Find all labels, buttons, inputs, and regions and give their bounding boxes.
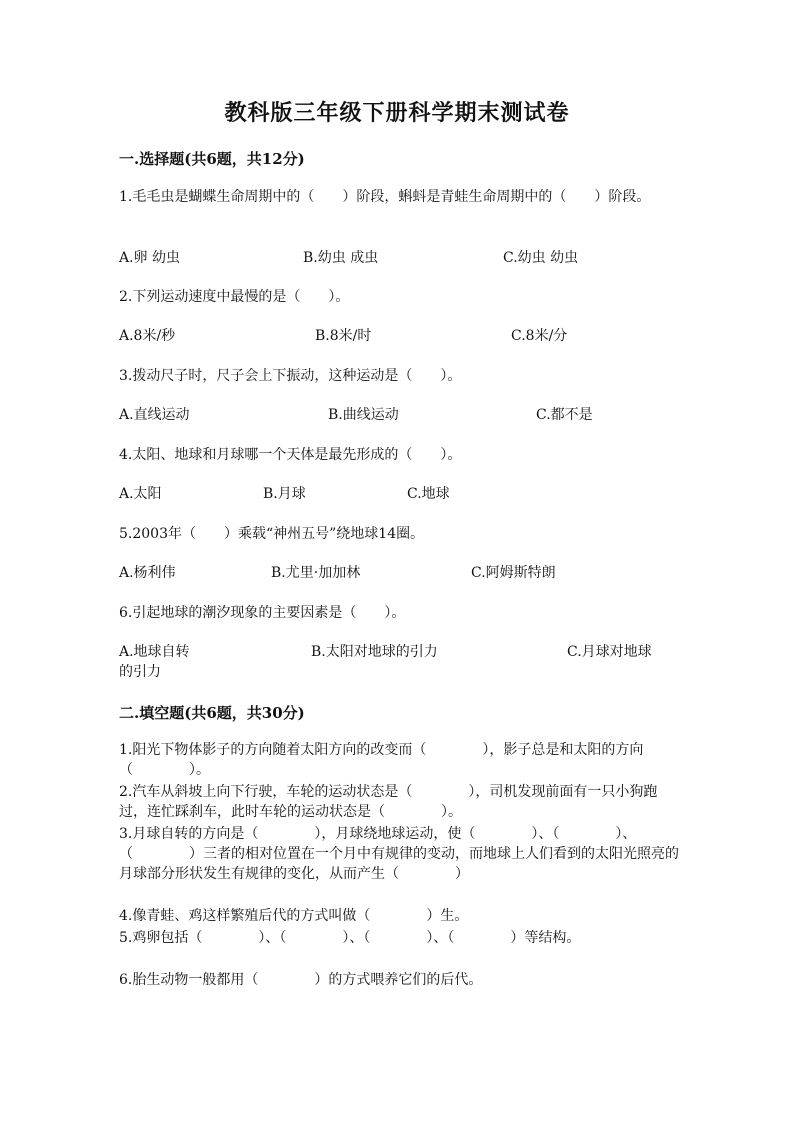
question-6-option-c: C.月球对地球 bbox=[567, 644, 652, 660]
question-4-option-c: C.地球 bbox=[407, 486, 450, 502]
question-3-option-c: C.都不是 bbox=[536, 407, 593, 423]
question-3-option-b: B.曲线运动 bbox=[328, 407, 399, 423]
question-4-option-a: A.太阳 bbox=[119, 486, 162, 502]
question-5-stem: 5.2003年（ ）乘载“神州五号”绕地球14圈。 bbox=[119, 526, 425, 542]
fill-question-3: 3.月球自转的方向是（ ），月球绕地球运动，使（ ）、（ ）、（ ）三者的相对位置在一个月中有规律的变动，而地球上人们看到的太阳光照亮的月球部分形状发生有规律的变化，从而产生（ ） bbox=[119, 826, 679, 882]
question-1-option-a: A.卵 幼虫 bbox=[119, 250, 181, 266]
fill-question-4: 4.像青蛙、鸡这样繁殖后代的方式叫做（ ）生。 bbox=[119, 908, 469, 924]
question-5-option-a: A.杨利伟 bbox=[119, 565, 176, 581]
question-2-option-c: C.8米/分 bbox=[511, 328, 568, 344]
question-2-stem: 2.下列运动速度中最慢的是（ ）。 bbox=[119, 289, 350, 305]
page-title: 教科版三年级下册科学期末测试卷 bbox=[224, 100, 570, 126]
fill-question-2: 2.汽车从斜坡上向下行驶，车轮的运动状态是（ ），司机发现前面有一只小狗跑过，连忙踩刹车，此时车轮的运动状态是（ ）。 bbox=[119, 784, 658, 820]
question-3-stem: 3.拨动尺子时，尺子会上下振动，这种运动是（ ）。 bbox=[119, 368, 462, 384]
fill-question-5: 5.鸡卵包括（ ）、（ ）、（ ）、（ ）等结构。 bbox=[119, 930, 581, 946]
section-heading-fill-in: 二.填空题(共6题，共30分) bbox=[119, 704, 305, 722]
fill-question-6: 6.胎生动物一般都用（ ）的方式喂养它们的后代。 bbox=[119, 972, 483, 988]
question-6-option-a: A.地球自转 bbox=[119, 644, 190, 660]
question-4-stem: 4.太阳、地球和月球哪一个天体是最先形成的（ ）。 bbox=[119, 447, 462, 463]
question-6-stem: 6.引起地球的潮汐现象的主要因素是（ ）。 bbox=[119, 605, 406, 621]
question-6-option-b: B.太阳对地球的引力 bbox=[311, 644, 438, 660]
section-heading-choice: 一.选择题(共6题，共12分) bbox=[119, 150, 305, 168]
fill-question-1: 1.阳光下物体影子的方向随着太阳方向的改变而（ ），影子总是和太阳的方向（ ）。 bbox=[119, 742, 644, 778]
question-5-option-b: B.尤里·加加林 bbox=[271, 565, 361, 581]
question-2-option-a: A.8米/秒 bbox=[119, 328, 176, 344]
question-3-option-a: A.直线运动 bbox=[119, 407, 190, 423]
question-4-option-b: B.月球 bbox=[263, 486, 306, 502]
question-1-stem: 1.毛毛虫是蝴蝶生命周期中的（ ）阶段，蝌蚪是青蛙生命周期中的（ ）阶段。 bbox=[119, 189, 651, 205]
question-6-option-c-continued: 的引力 bbox=[119, 664, 161, 680]
question-5-option-c: C.阿姆斯特朗 bbox=[471, 565, 556, 581]
question-2-option-b: B.8米/时 bbox=[315, 328, 372, 344]
question-1-option-c: C.幼虫 幼虫 bbox=[503, 250, 579, 266]
question-1-option-b: B.幼虫 成虫 bbox=[303, 250, 379, 266]
